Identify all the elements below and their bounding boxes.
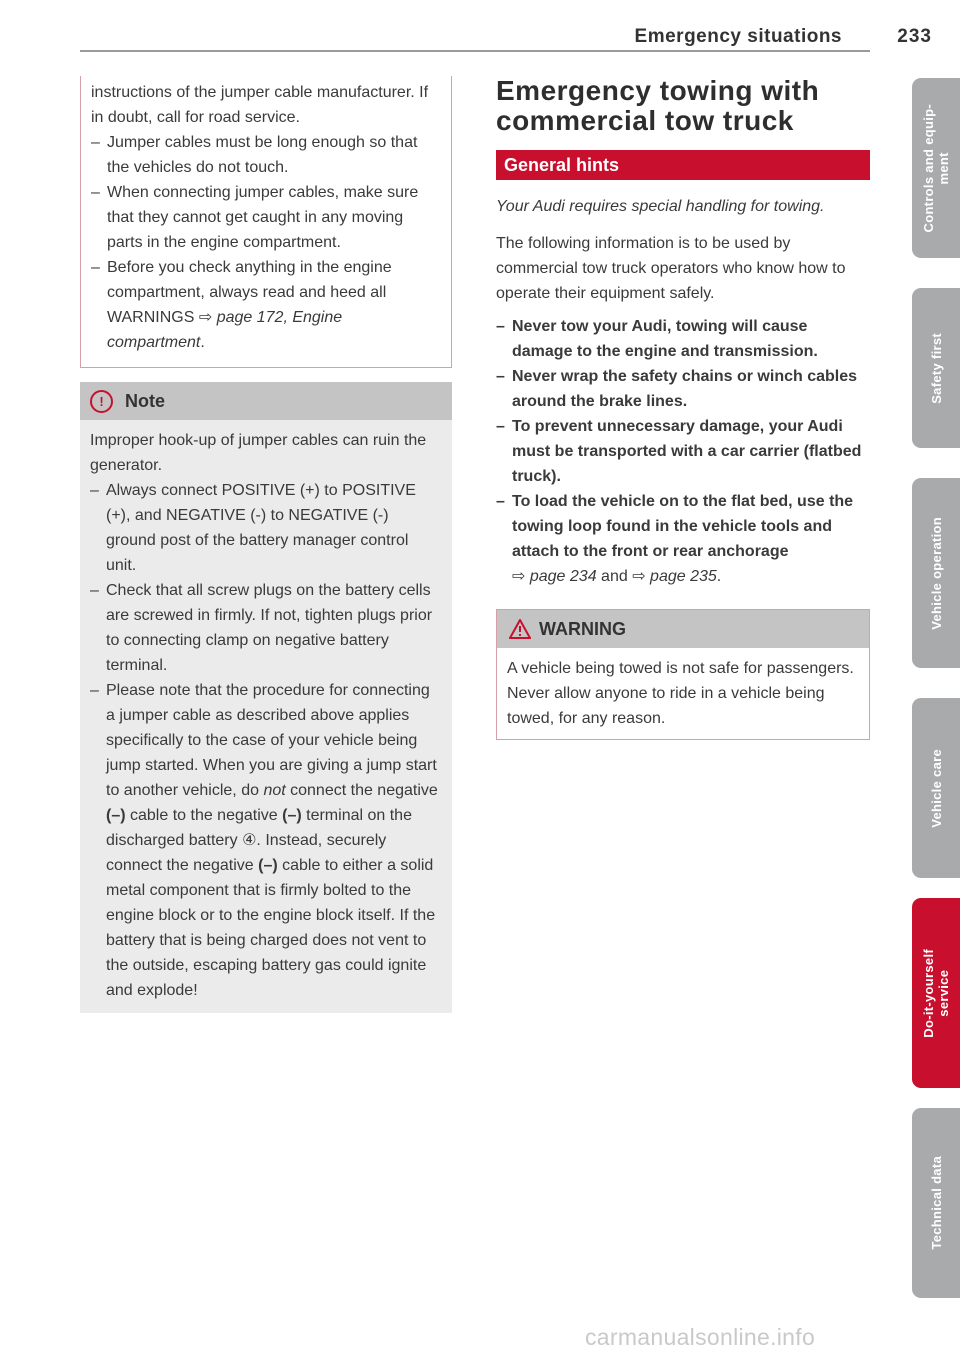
emphasis-not: not bbox=[263, 782, 286, 799]
warning-cont-item bbox=[91, 255, 439, 355]
note-text: cable to the negative bbox=[125, 807, 283, 824]
body-paragraph: The following information is to be used by commercial tow truck operators who know how to operate their equipment safely. bbox=[496, 235, 846, 302]
tab-label: Vehicle care bbox=[928, 748, 944, 828]
circled-number-4: ④ bbox=[242, 832, 257, 849]
section-title: Emergency towing with commercial tow truck bbox=[496, 75, 820, 136]
tab-safety-first[interactable] bbox=[912, 288, 960, 448]
bold-item: – To prevent unnecessary damage, your Audi must be transported with a car carrier (flatbed truck). bbox=[496, 414, 870, 489]
note-header bbox=[80, 382, 452, 420]
page-reference-link[interactable]: ⇨ page 172, Engine compartment bbox=[107, 309, 343, 351]
negative-symbol: (–) bbox=[106, 807, 126, 824]
item-text: To load the vehicle on to the flat bed, use the towing loop found in the vehicle tools and attach to the front or rear anchorage bbox=[512, 493, 854, 560]
tab-label: Technical data bbox=[928, 1156, 944, 1250]
tab-label: Do-it-yourself service bbox=[921, 948, 951, 1038]
note-box bbox=[80, 382, 452, 1013]
note-text: cable to either a solid metal component that is firmly bolted to the engine block or to the engine block itself. If the battery that is being charged does not vent to the outside, escaping battery gas could ignite and explode! bbox=[106, 857, 436, 999]
bold-item bbox=[496, 489, 870, 589]
exclamation-circle-icon: ! bbox=[90, 390, 113, 413]
tab-vehicle-operation[interactable] bbox=[912, 478, 960, 668]
page-number: 233 bbox=[897, 26, 932, 47]
warning-box bbox=[496, 609, 870, 740]
note-text: . Instead, securely connect the negative bbox=[106, 832, 387, 874]
running-title: Emergency situations bbox=[634, 26, 842, 47]
negative-symbol: (–) bbox=[282, 807, 302, 824]
bold-list bbox=[496, 314, 870, 589]
note-intro: Improper hook-up of jumper cables can ruin the generator. bbox=[90, 432, 427, 474]
watermark: carmanualsonline.info bbox=[585, 1324, 816, 1350]
note-text: Please note that the procedure for connecting a jumper cable as described above applies specifically to the case of your vehicle being jump started. When you are giving a jump start to another vehicle, do bbox=[106, 682, 437, 799]
warning-cont-item: – Jumper cables must be long enough so that the vehicles do not touch. bbox=[91, 130, 439, 180]
warning-triangle-icon bbox=[509, 619, 531, 639]
item-text: Before you check anything in the engine compartment, always read and heed all WARNINGS bbox=[107, 259, 392, 326]
tab-label: Vehicle operation bbox=[928, 516, 944, 630]
bold-item: – Never wrap the safety chains or winch cables around the brake lines. bbox=[496, 364, 870, 414]
left-column bbox=[80, 76, 452, 1013]
warning-cont-intro: instructions of the jumper cable manufacturer. If in doubt, call for road service. bbox=[91, 84, 429, 126]
item-text-end: . bbox=[200, 334, 205, 351]
tab-technical-data[interactable] bbox=[912, 1108, 960, 1298]
tab-controls-and-equipment[interactable] bbox=[912, 78, 960, 258]
warning-cont-item: – When connecting jumper cables, make sure that they cannot get caught in any moving parts in the engine compartment. bbox=[91, 180, 439, 255]
tab-vehicle-care[interactable] bbox=[912, 698, 960, 878]
tab-label: Safety first bbox=[928, 332, 944, 404]
bold-item: – Never tow your Audi, towing will cause damage to the engine and transmission. bbox=[496, 314, 870, 364]
tab-do-it-yourself-service[interactable] bbox=[912, 898, 960, 1088]
subsection-title: General hints bbox=[496, 150, 870, 180]
note-body bbox=[80, 420, 452, 1013]
intro-text: Your Audi requires special handling for towing. bbox=[496, 198, 825, 215]
item-text-end: . bbox=[716, 568, 722, 585]
note-text: connect the negative bbox=[285, 782, 438, 799]
right-column bbox=[496, 76, 870, 740]
negative-symbol: (–) bbox=[258, 857, 278, 874]
page-reference-link[interactable]: ⇨ page 234 bbox=[512, 568, 597, 585]
header-rule bbox=[80, 50, 870, 52]
warning-title: WARNING bbox=[539, 618, 626, 639]
warning-text: A vehicle being towed is not safe for passengers. Never allow anyone to ride in a vehicle being towed, for any reason. bbox=[507, 660, 854, 727]
tab-label: Controls and equip- ment bbox=[921, 103, 951, 233]
note-item: – Always connect POSITIVE (+) to POSITIVE (+), and NEGATIVE (-) to NEGATIVE (-) ground post of the battery manager control unit. bbox=[90, 478, 440, 578]
conjunction: and bbox=[601, 568, 628, 585]
note-item bbox=[90, 678, 440, 1003]
warning-continuation-box bbox=[80, 76, 452, 368]
note-text: terminal on the discharged battery bbox=[106, 807, 412, 849]
note-title: Note bbox=[125, 390, 165, 411]
note-item: – Check that all screw plugs on the battery cells are screwed in firmly. If not, tighten plugs prior to connecting clamp on negative battery terminal. bbox=[90, 578, 440, 678]
warning-header bbox=[497, 610, 869, 648]
page-reference-link[interactable]: ⇨ page 235 bbox=[632, 568, 717, 585]
